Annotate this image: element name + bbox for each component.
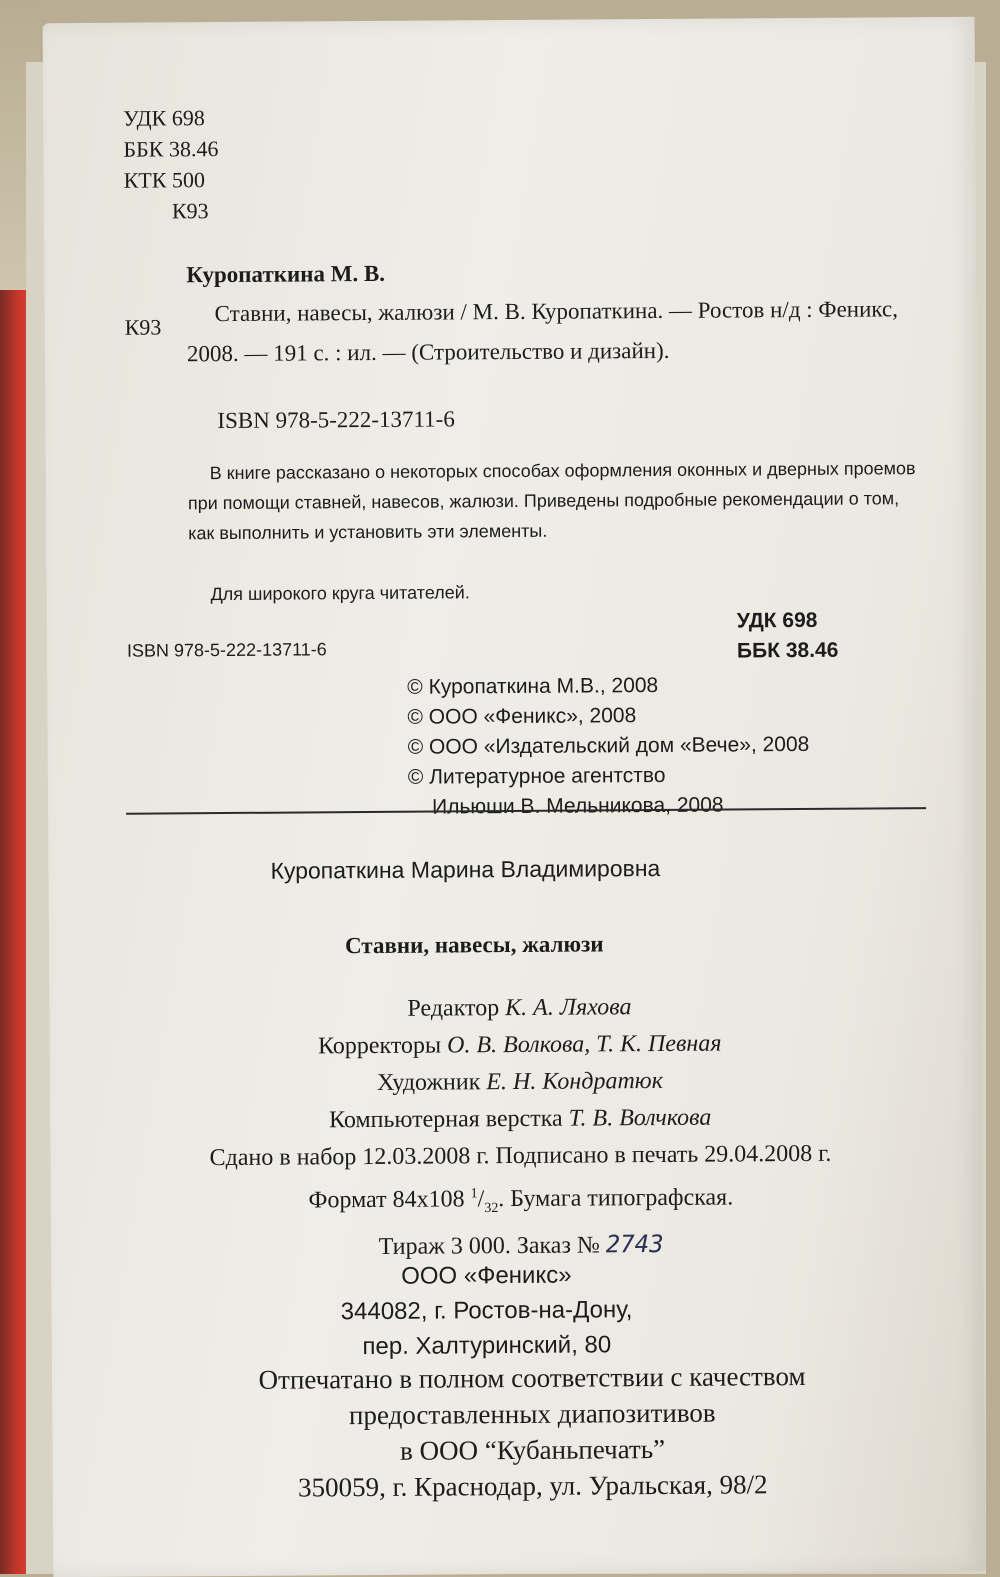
dates-line: Сдано в набор 12.03.2008 г. Подписано в печать 29.04.2008 г.: [209, 1140, 832, 1172]
author-mark: К93: [171, 198, 209, 224]
ktk-code: КТК 500: [123, 167, 206, 193]
layout-label: Компьютерная верстка: [329, 1105, 563, 1134]
copyright-line: © Куропаткина М.В., 2008: [407, 673, 659, 699]
publisher-name: ООО «Феникс»: [401, 1261, 572, 1290]
biblio-author-mark: К93: [124, 314, 162, 340]
printer-line-1: Отпечатано в полном соответствии с качеством: [258, 1360, 806, 1395]
artist-line: [140, 1061, 900, 1103]
editor-line: [139, 987, 899, 1029]
publisher-address-1: 344082, г. Ростов-на-Дону,: [340, 1296, 633, 1326]
biblio-author: Куропаткина М. В.: [186, 260, 386, 288]
printer-block: [182, 1357, 883, 1506]
audience: Для широкого круга читателей.: [210, 582, 470, 605]
printer-line-4: 350059, г. Краснодар, ул. Уральская, 98/2: [297, 1469, 768, 1503]
printer-line-2: предоставленных диапозитивов: [348, 1397, 716, 1431]
format-suffix: . Бумага типографская.: [498, 1184, 734, 1213]
isbn-left: ISBN 978-5-222-13711-6: [126, 639, 327, 661]
udk-right: УДК 698: [736, 608, 818, 633]
author-full-name: Куропаткина Марина Владимировна: [270, 854, 661, 884]
book-title: Ставни, навесы, жалюзи: [344, 931, 604, 959]
correctors-names: О. В. Волкова, Т. К. Певная: [447, 1030, 722, 1059]
format-numerator: 1: [470, 1186, 478, 1202]
annotation: В книге рассказано о некоторых способах оформления оконных и дверных проемов при помощи ставней, навесов, жалюзи. Приведены подробные рекомендации о том, как выполнить и установить эти элементы.: [187, 458, 916, 544]
copyright-line-cont: Ильюши В. Мельникова, 2008: [431, 793, 724, 819]
layout-name: Т. В. Волчкова: [568, 1104, 712, 1132]
classification-codes: [123, 102, 219, 227]
copyright-block: [407, 670, 810, 823]
layout-line: [140, 1098, 900, 1140]
editor-label: Редактор: [407, 995, 500, 1022]
copyright-line: © ООО «Феникс», 2008: [407, 704, 637, 729]
imprint-page: [43, 17, 986, 1577]
copyright-line: © ООО «Издательский дом «Вече», 2008: [407, 732, 810, 759]
artist-name: Е. Н. Кондратюк: [486, 1067, 663, 1096]
format-denominator: 32: [484, 1200, 499, 1217]
biblio-description: Ставни, навесы, жалюзи / М. В. Куропаткина. — Ростов н/д : Феникс, 2008. — 191 с. : ил. — (Строительство и дизайн).: [186, 296, 899, 367]
format-prefix: Формат 84x108: [308, 1186, 471, 1214]
print-run: Тираж 3 000. Заказ №: [378, 1232, 600, 1260]
artist-label: Художник: [376, 1069, 481, 1096]
publisher-address-2: пер. Халтуринский, 80: [362, 1331, 612, 1361]
biblio-isbn: ISBN 978-5-222-13711-6: [217, 406, 455, 434]
order-number-handwritten: 2743: [605, 1229, 664, 1259]
correctors-line: [140, 1024, 900, 1066]
correctors-label: Корректоры: [317, 1032, 442, 1060]
printer-line-3: в ООО “Кубаньпечать”: [399, 1433, 666, 1466]
editor-name: К. А. Ляхова: [505, 994, 632, 1022]
credits-block: [139, 987, 901, 1267]
bbk-code: ББК 38.46: [123, 136, 219, 162]
bbk-right: ББК 38.46: [736, 638, 839, 663]
copyright-line: © Литературное агентство: [407, 763, 666, 789]
udk-block: [737, 606, 839, 667]
udk-code: УДК 698: [123, 105, 205, 131]
format-line: Формат 84x108 $^1/_{32}$. Бумага типографская.: [308, 1184, 734, 1217]
publisher-block: [141, 1256, 832, 1366]
